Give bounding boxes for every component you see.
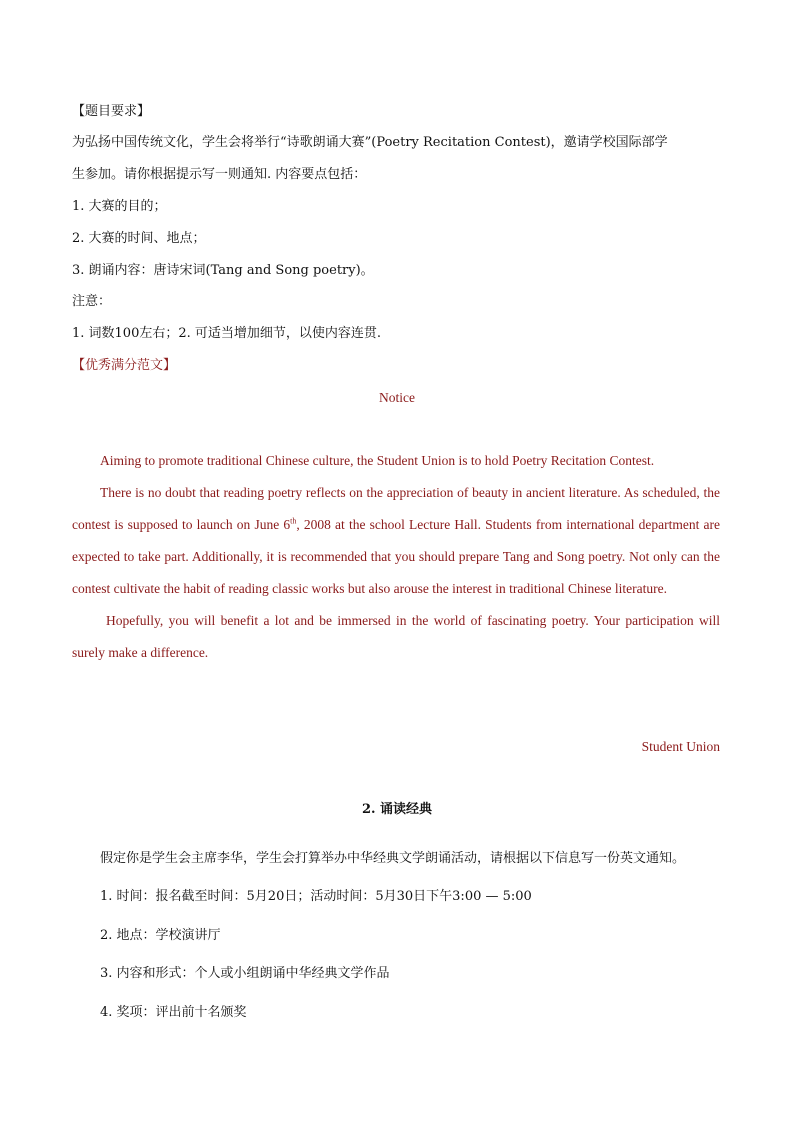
notice-paragraph-2 <box>72 477 720 605</box>
task-point-3: 3. 朗诵内容：唐诗宋词(Tang and Song poetry)。 <box>72 263 374 278</box>
section-2-item-4: 4. 奖项：评出前十名颁奖 <box>100 1005 247 1020</box>
section-2-intro: 假定你是学生会主席李华，学生会打算举办中华经典文学朗诵活动，请根据以下信息写一份英文通知。 <box>100 851 686 866</box>
task-point-1: 1. 大赛的目的； <box>72 199 167 214</box>
task-heading: 【题目要求】 <box>72 104 151 119</box>
notice-paragraph-3: Hopefully, you will benefit a lot and be immersed in the world of fascinating poetry. Your participation will surely make a difference. <box>72 613 720 660</box>
notice-title: Notice <box>379 390 415 405</box>
notice-paragraph-1: Aiming to promote traditional Chinese culture, the Student Union is to hold Poetry Recitation Contest. <box>100 453 655 468</box>
section-2-item-2: 2. 地点：学校演讲厅 <box>100 928 221 943</box>
task-point-2: 2. 大赛的时间、地点； <box>72 231 206 246</box>
paragraph-2-part-b: , 2008 at the school Lecture Hall. Students from international department are expected to take part. Additionally, it is recommended that you should prepare Tang and Song poetry. Not only can the contest cultivate the habit of reading classic works but also arouse the interest in traditional Chinese literature. <box>72 517 720 596</box>
date-suffix: th <box>290 516 297 526</box>
note-text: 1. 词数100左右；2. 可适当增加细节，以使内容连贯. <box>72 326 382 341</box>
section-2-item-3: 3. 内容和形式：个人或小组朗诵中华经典文学作品 <box>100 966 390 981</box>
notice-signature: Student Union <box>641 739 720 754</box>
section-2-item-1: 1. 时间：报名截至时间：5月20日；活动时间：5月30日下午3:00 — 5:00 <box>100 889 532 904</box>
task-prompt-line1: 为弘扬中国传统文化，学生会将举行“诗歌朗诵大赛”(Poetry Recitation Contest)，邀请学校国际部学 <box>72 135 668 150</box>
sample-heading: 【优秀满分范文】 <box>72 358 177 373</box>
section-2-title: 2. 诵读经典 <box>361 802 433 817</box>
task-prompt-line2: 生参加。请你根据提示写一则通知. 内容要点包括： <box>72 167 367 182</box>
notice-body <box>72 445 720 669</box>
note-label: 注意： <box>72 294 112 309</box>
paragraph-2-part-a: There is no doubt that reading poetry reflects on the appreciation of beauty in ancient literature. As scheduled, the contest is supposed to launch on June 6 <box>72 485 720 532</box>
